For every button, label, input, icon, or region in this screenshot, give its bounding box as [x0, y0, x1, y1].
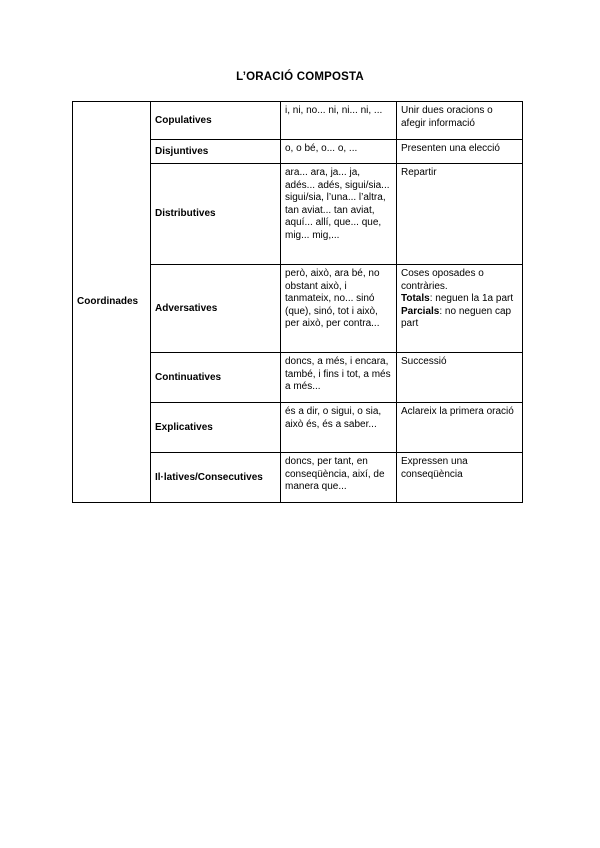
type-cell: Il·latives/Consecutives: [151, 453, 281, 503]
table-row: [73, 102, 523, 140]
type-cell: Continuatives: [151, 353, 281, 403]
examples-cell: però, això, ara bé, no obstant això, i tanmateix, no... sinó (que), sinó, tot i això, per això, per contra...: [281, 265, 397, 353]
group-label-cell: Coordinades: [73, 102, 151, 503]
composite-sentence-table: [72, 101, 523, 503]
page-title: L’ORACIÓ COMPOSTA: [236, 71, 364, 83]
type-cell: Copulatives: [151, 102, 281, 140]
meaning-cell: Expressen una conseqüència: [397, 453, 523, 503]
examples-cell: i, ni, no... ni, ni... ni, ...: [281, 102, 397, 140]
meaning-totals-label: Totals: [401, 293, 430, 304]
examples-cell: és a dir, o sigui, o sia, això és, és a saber...: [281, 403, 397, 453]
meaning-cell: Presenten una elecció: [397, 140, 523, 164]
meaning-cell: Unir dues oracions o afegir informació: [397, 102, 523, 140]
type-cell: Adversatives: [151, 265, 281, 353]
examples-cell: o, o bé, o... o, ...: [281, 140, 397, 164]
meaning-cell: Aclareix la primera oració: [397, 403, 523, 453]
meaning-cell: Successió: [397, 353, 523, 403]
type-cell: Distributives: [151, 164, 281, 265]
examples-cell: doncs, per tant, en conseqüència, així, de manera que...: [281, 453, 397, 503]
examples-cell: doncs, a més, i encara, també, i fins i tot, a més a més...: [281, 353, 397, 403]
meaning-cell: Repartir: [397, 164, 523, 265]
meaning-totals-text: : neguen la 1a part: [429, 293, 514, 304]
meaning-parcials-label: Parcials: [401, 305, 440, 317]
meaning-intro: Coses oposades o contràries.: [401, 268, 484, 292]
meaning-parcials-text: : no neguen cap part: [401, 305, 512, 329]
type-cell: Explicatives: [151, 403, 281, 453]
examples-cell: ara... ara, ja... ja, adés... adés, sigui/sia... sigui/sia, l’una... l’altra, tan aviat... tan aviat, aquí... allí, que... que, mig... mig,...: [281, 164, 397, 265]
type-cell: Disjuntives: [151, 140, 281, 164]
meaning-cell: [397, 265, 523, 353]
